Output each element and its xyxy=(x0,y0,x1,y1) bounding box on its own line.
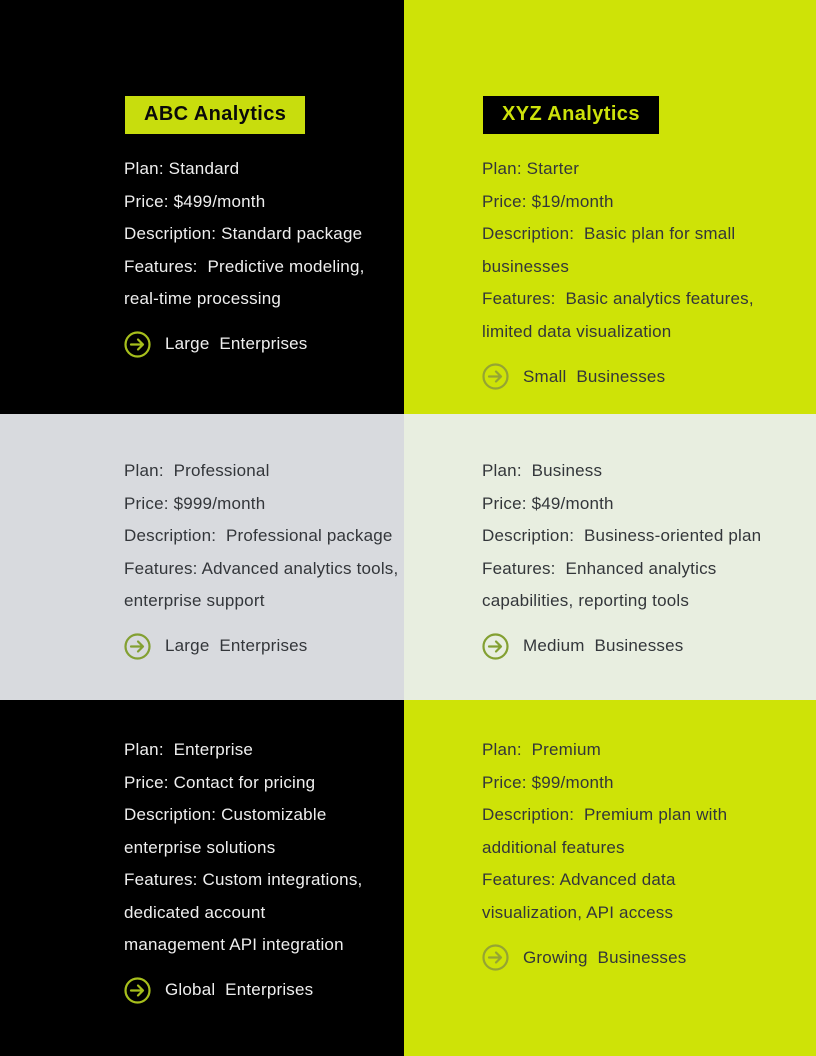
plan-line: Plan: Enterprise xyxy=(124,740,254,759)
description-line: Description: Professional package xyxy=(124,526,393,545)
arrow-right-circle-icon xyxy=(482,944,509,971)
audience-label: Medium Businesses xyxy=(523,636,684,655)
plan-card-xyz-premium xyxy=(404,700,816,1056)
features-line: limited data visualization xyxy=(482,321,672,341)
arrow-right-circle-icon xyxy=(124,331,151,358)
features-line: Features: Custom integrations, xyxy=(124,870,363,889)
audience-link-global-enterprises[interactable] xyxy=(124,977,402,1004)
price-line: Price: Contact for pricing xyxy=(124,772,316,792)
features-line: Features: Basic analytics features, xyxy=(482,289,754,308)
description-line: Description: Standard package xyxy=(124,224,363,243)
xyz-analytics-header: XYZ Analytics xyxy=(483,96,659,134)
audience-link-large-enterprises[interactable] xyxy=(124,331,402,358)
description-line: businesses xyxy=(482,256,570,276)
features-line: visualization, API access xyxy=(482,902,674,922)
audience-label: Global Enterprises xyxy=(165,980,314,999)
audience-link-growing-businesses[interactable] xyxy=(482,944,776,971)
xyz-analytics-header-wrap xyxy=(483,96,776,134)
plan-card-abc-professional xyxy=(0,414,404,700)
arrow-right-circle-icon xyxy=(124,977,151,1004)
audience-label: Large Enterprises xyxy=(165,636,308,655)
description-line: Description: Business-oriented plan xyxy=(482,526,762,545)
price-line: Price: $999/month xyxy=(124,493,266,513)
description-line: enterprise solutions xyxy=(124,837,276,857)
price-line: Price: $99/month xyxy=(482,772,614,792)
plan-line: Plan: Professional xyxy=(124,461,270,480)
features-line: dedicated account xyxy=(124,902,266,922)
arrow-right-circle-icon xyxy=(124,633,151,660)
plan-card-abc-enterprise xyxy=(0,700,404,1056)
plan-line: Plan: Standard xyxy=(124,159,240,178)
features-line: capabilities, reporting tools xyxy=(482,591,690,610)
plan-line: Plan: Business xyxy=(482,461,603,480)
features-line: Features: Advanced analytics tools, xyxy=(124,558,399,578)
audience-link-large-enterprises[interactable] xyxy=(124,633,402,660)
arrow-right-circle-icon xyxy=(482,633,509,660)
audience-label: Large Enterprises xyxy=(165,334,308,353)
abc-analytics-header-wrap xyxy=(125,96,402,134)
plan-card-xyz-starter xyxy=(404,0,816,414)
audience-link-medium-businesses[interactable] xyxy=(482,633,776,660)
plan-card-abc-standard xyxy=(0,0,404,414)
features-line: Features: Enhanced analytics xyxy=(482,558,717,578)
audience-link-small-businesses[interactable] xyxy=(482,363,776,390)
plan-line: Plan: Starter xyxy=(482,159,580,178)
description-line: Description: Basic plan for small xyxy=(482,224,736,243)
price-line: Price: $49/month xyxy=(482,493,614,513)
features-line: real-time processing xyxy=(124,289,282,308)
arrow-right-circle-icon xyxy=(482,363,509,390)
audience-label: Growing Businesses xyxy=(523,947,687,967)
audience-label: Small Businesses xyxy=(523,366,666,386)
features-line: enterprise support xyxy=(124,591,265,610)
features-line: Features: Advanced data xyxy=(482,870,676,889)
price-line: Price: $499/month xyxy=(124,191,266,211)
description-line: Description: Customizable xyxy=(124,805,327,824)
plan-line: Plan: Premium xyxy=(482,740,602,759)
price-line: Price: $19/month xyxy=(482,191,614,211)
abc-analytics-header: ABC Analytics xyxy=(125,96,305,134)
plan-card-xyz-business xyxy=(404,414,816,700)
description-line: additional features xyxy=(482,837,625,857)
description-line: Description: Premium plan with xyxy=(482,805,728,824)
features-line: Features: Predictive modeling, xyxy=(124,256,365,276)
features-line: management API integration xyxy=(124,935,344,954)
